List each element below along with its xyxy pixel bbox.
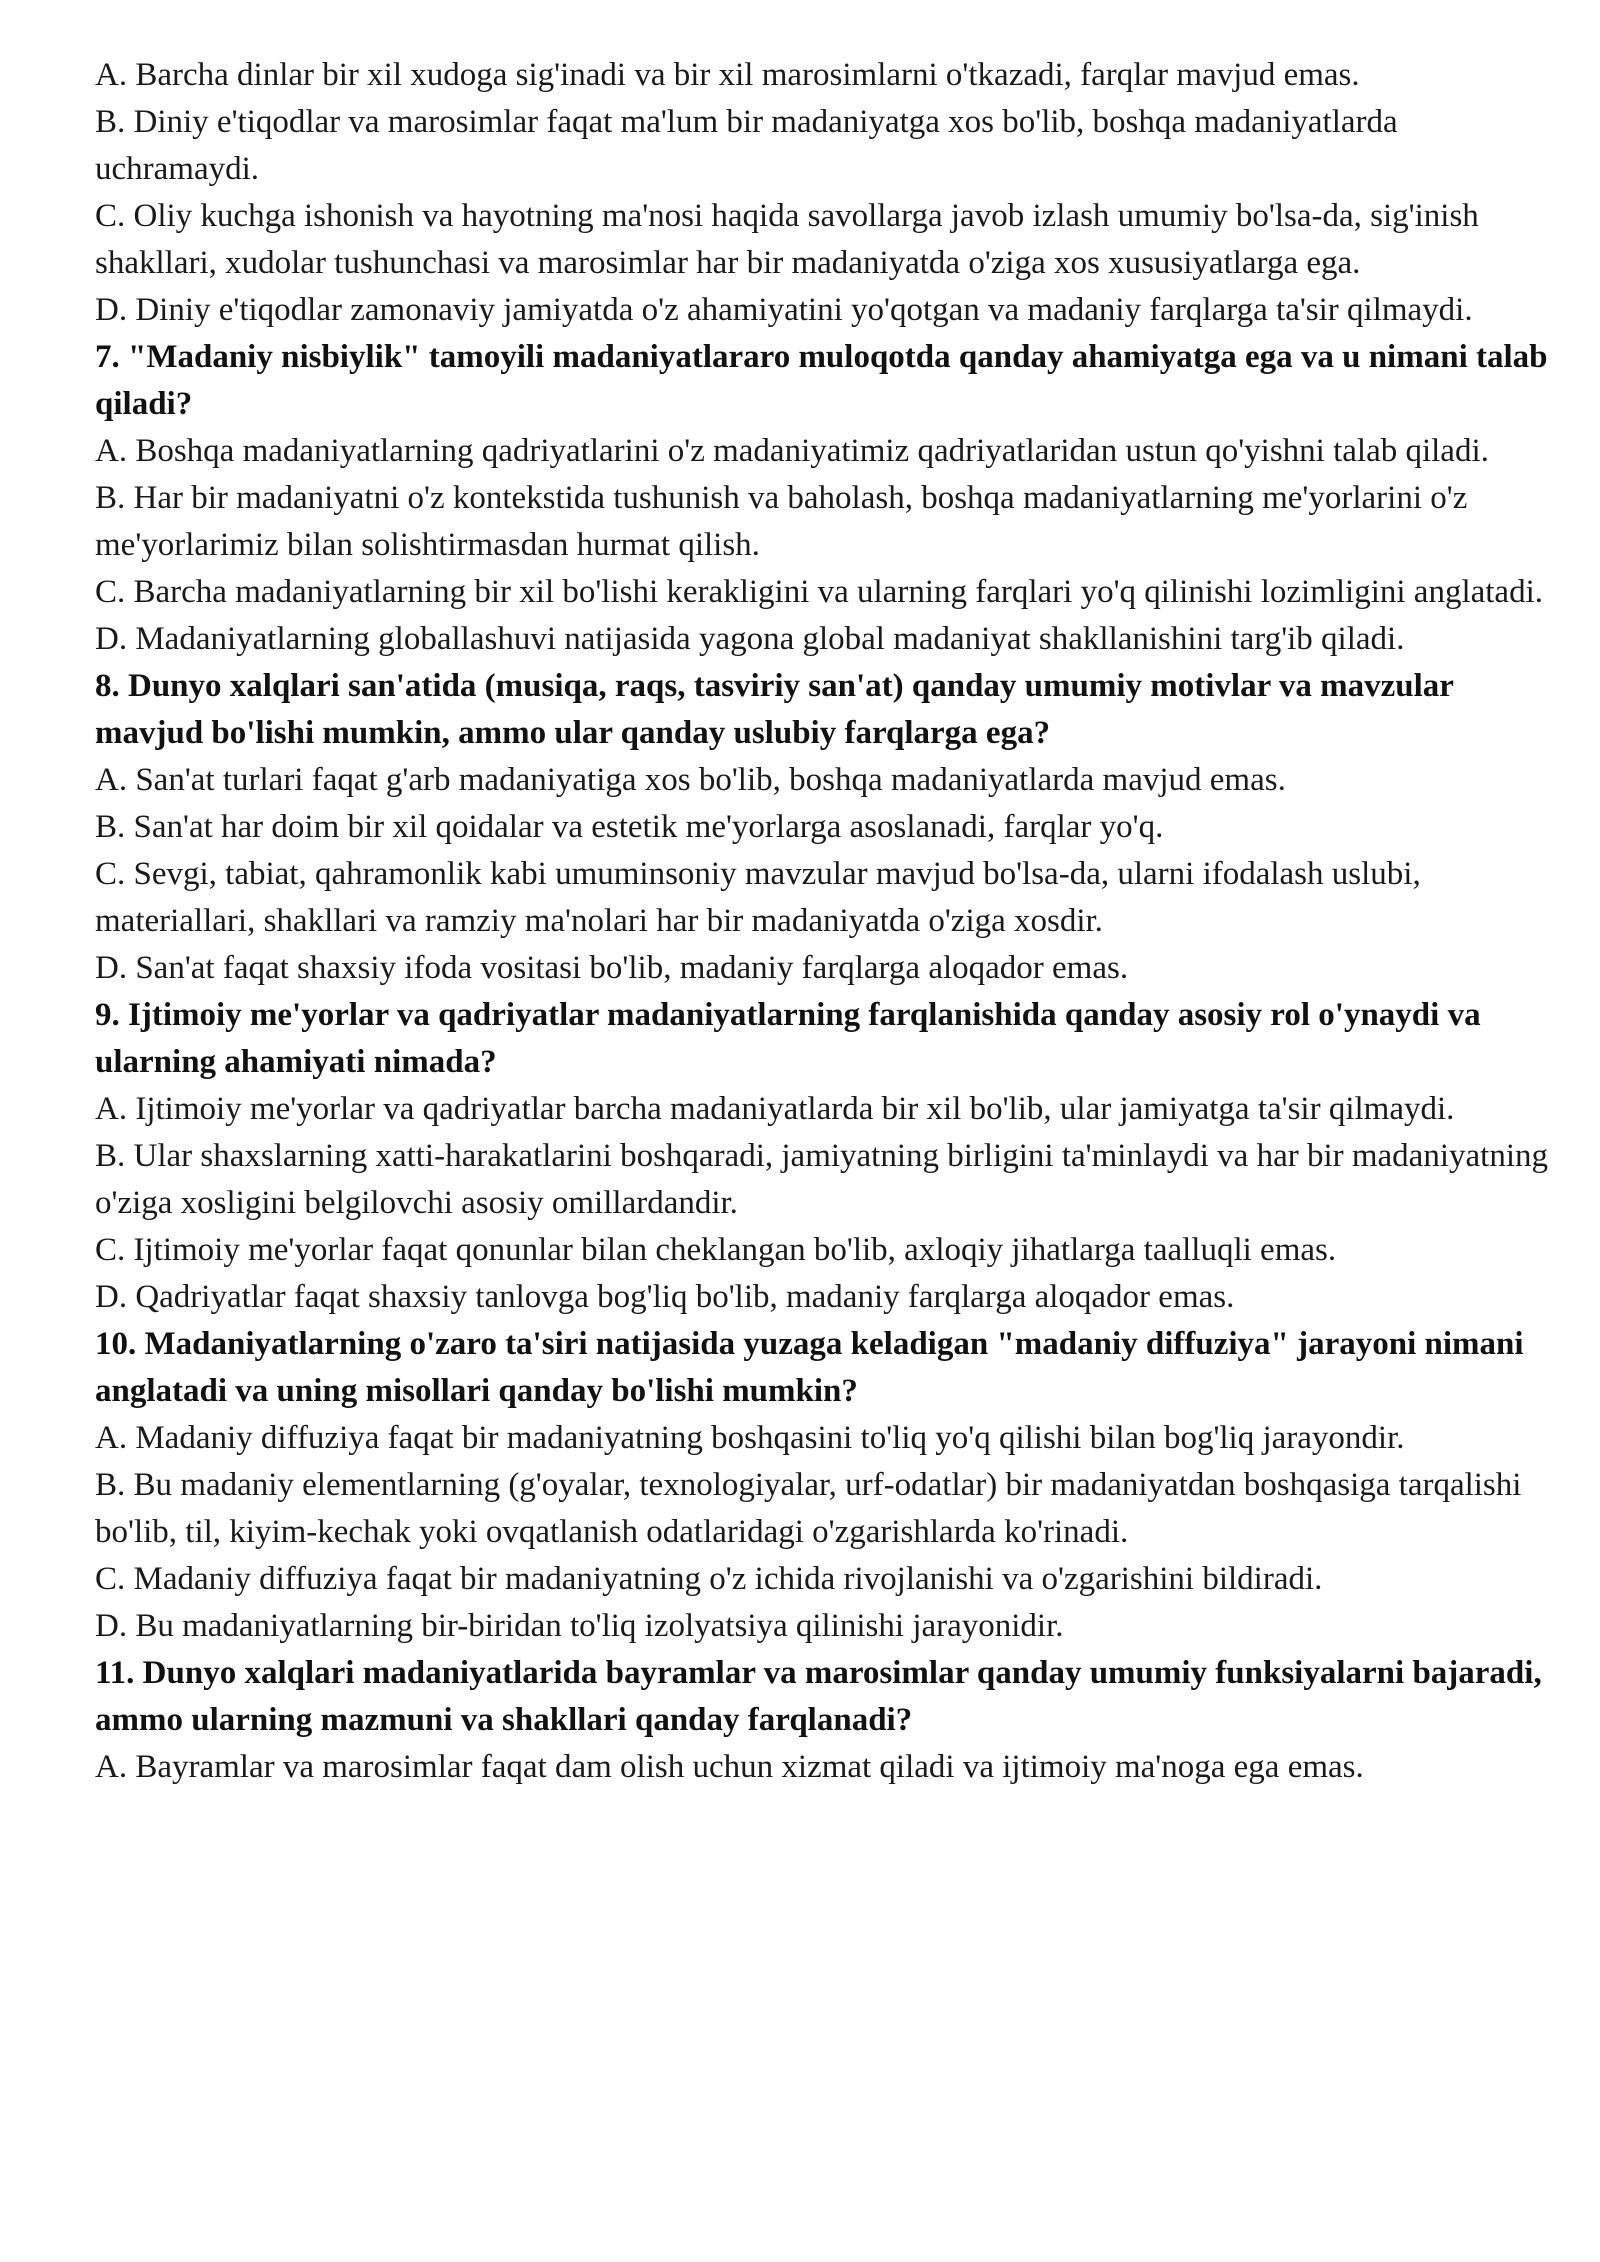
question-9: 9. Ijtimoiy me'yorlar va qadriyatlar madaniyatlarning farqlanishida qanday asosiy rol o'ynaydi va ularning ahamiyati nimada? (95, 997, 1481, 1080)
answer-option-b: B. Diniy e'tiqodlar va marosimlar faqat ma'lum bir madaniyatga xos bo'lib, boshqa madaniyatlarda uchramaydi. (95, 104, 1398, 187)
answer-option-a: A. Boshqa madaniyatlarning qadriyatlarini o'z madaniyatimiz qadriyatlaridan ustun qo'yishni talab qiladi. (95, 433, 1489, 469)
answer-option-c: C. Oliy kuchga ishonish va hayotning ma'nosi haqida savollarga javob izlash umumiy bo'lsa-da, sig'inish shakllari, xudolar tushunchasi va marosimlar har bir madaniyatda o'ziga xos xususiyatlarga ega. (95, 198, 1479, 281)
answer-option-a: A. Madaniy diffuziya faqat bir madaniyatning boshqasini to'liq yo'q qilishi bilan bog'liq jarayondir. (95, 1420, 1405, 1456)
answer-option-c: C. Madaniy diffuziya faqat bir madaniyatning o'z ichida rivojlanishi va o'zgarishini bildiradi. (95, 1561, 1323, 1597)
answer-option-d: D. Diniy e'tiqodlar zamonaviy jamiyatda o'z ahamiyatini yo'qotgan va madaniy farqlarga ta'sir qilmaydi. (95, 292, 1473, 328)
answer-option-d: D. Madaniyatlarning globallashuvi natijasida yagona global madaniyat shakllanishini targ'ib qiladi. (95, 621, 1405, 657)
answer-option-b: B. Har bir madaniyatni o'z kontekstida tushunish va baholash, boshqa madaniyatlarning me'yorlarini o'z me'yorlarimiz bilan solishtirmasdan hurmat qilish. (95, 480, 1468, 563)
answer-option-c: C. Sevgi, tabiat, qahramonlik kabi umuminsoniy mavzular mavjud bo'lsa-da, ularni ifodalash uslubi, materiallari, shakllari va ramziy ma'nolari har bir madaniyatda o'ziga xosdir. (95, 856, 1421, 939)
question-8: 8. Dunyo xalqlari san'atida (musiqa, raqs, tasviriy san'at) qanday umumiy motivlar va mavzular mavjud bo'lishi mumkin, ammo ular qanday uslubiy farqlarga ega? (95, 668, 1454, 751)
answer-option-a: A. Barcha dinlar bir xil xudoga sig'inadi va bir xil marosimlarni o'tkazadi, farqlar mavjud emas. (95, 57, 1360, 93)
answer-option-b: B. Ular shaxslarning xatti-harakatlarini boshqaradi, jamiyatning birligini ta'minlaydi va har bir madaniyatning o'ziga xosligini belgilovchi asosiy omillardandir. (95, 1138, 1548, 1221)
question-10: 10. Madaniyatlarning o'zaro ta'siri natijasida yuzaga keladigan "madaniy diffuziya" jarayoni nimani anglatadi va uning misollari qanday bo'lishi mumkin? (95, 1326, 1524, 1409)
question-11: 11. Dunyo xalqlari madaniyatlarida bayramlar va marosimlar qanday umumiy funksiyalarni bajaradi, ammo ularning mazmuni va shakllari qanday farqlanadi? (95, 1655, 1542, 1738)
answer-option-d: D. San'at faqat shaxsiy ifoda vositasi bo'lib, madaniy farqlarga aloqador emas. (95, 950, 1129, 986)
answer-option-c: C. Barcha madaniyatlarning bir xil bo'lishi kerakligini va ularning farqlari yo'q qilinishi lozimligini anglatadi. (95, 574, 1543, 610)
answer-option-c: C. Ijtimoiy me'yorlar faqat qonunlar bilan cheklangan bo'lib, axloqiy jihatlarga taalluqli emas. (95, 1232, 1337, 1268)
answer-option-a: A. Ijtimoiy me'yorlar va qadriyatlar barcha madaniyatlarda bir xil bo'lib, ular jamiyatga ta'sir qilmaydi. (95, 1091, 1455, 1127)
document-page (95, 52, 1555, 1791)
answer-option-d: D. Bu madaniyatlarning bir-biridan to'liq izolyatsiya qilinishi jarayonidir. (95, 1608, 1064, 1644)
answer-option-d: D. Qadriyatlar faqat shaxsiy tanlovga bog'liq bo'lib, madaniy farqlarga aloqador emas. (95, 1279, 1235, 1315)
answer-option-b: B. San'at har doim bir xil qoidalar va estetik me'yorlarga asoslanadi, farqlar yo'q. (95, 809, 1164, 845)
answer-option-a: A. San'at turlari faqat g'arb madaniyatiga xos bo'lib, boshqa madaniyatlarda mavjud emas. (95, 762, 1286, 798)
question-7: 7. "Madaniy nisbiylik" tamoyili madaniyatlararo muloqotda qanday ahamiyatga ega va u nimani talab qiladi? (95, 339, 1548, 422)
answer-option-a: A. Bayramlar va marosimlar faqat dam olish uchun xizmat qiladi va ijtimoiy ma'noga ega emas. (95, 1749, 1364, 1785)
answer-option-b: B. Bu madaniy elementlarning (g'oyalar, texnologiyalar, urf-odatlar) bir madaniyatdan boshqasiga tarqalishi bo'lib, til, kiyim-kechak yoki ovqatlanish odatlaridagi o'zgarishlarda ko'rinadi. (95, 1467, 1522, 1550)
